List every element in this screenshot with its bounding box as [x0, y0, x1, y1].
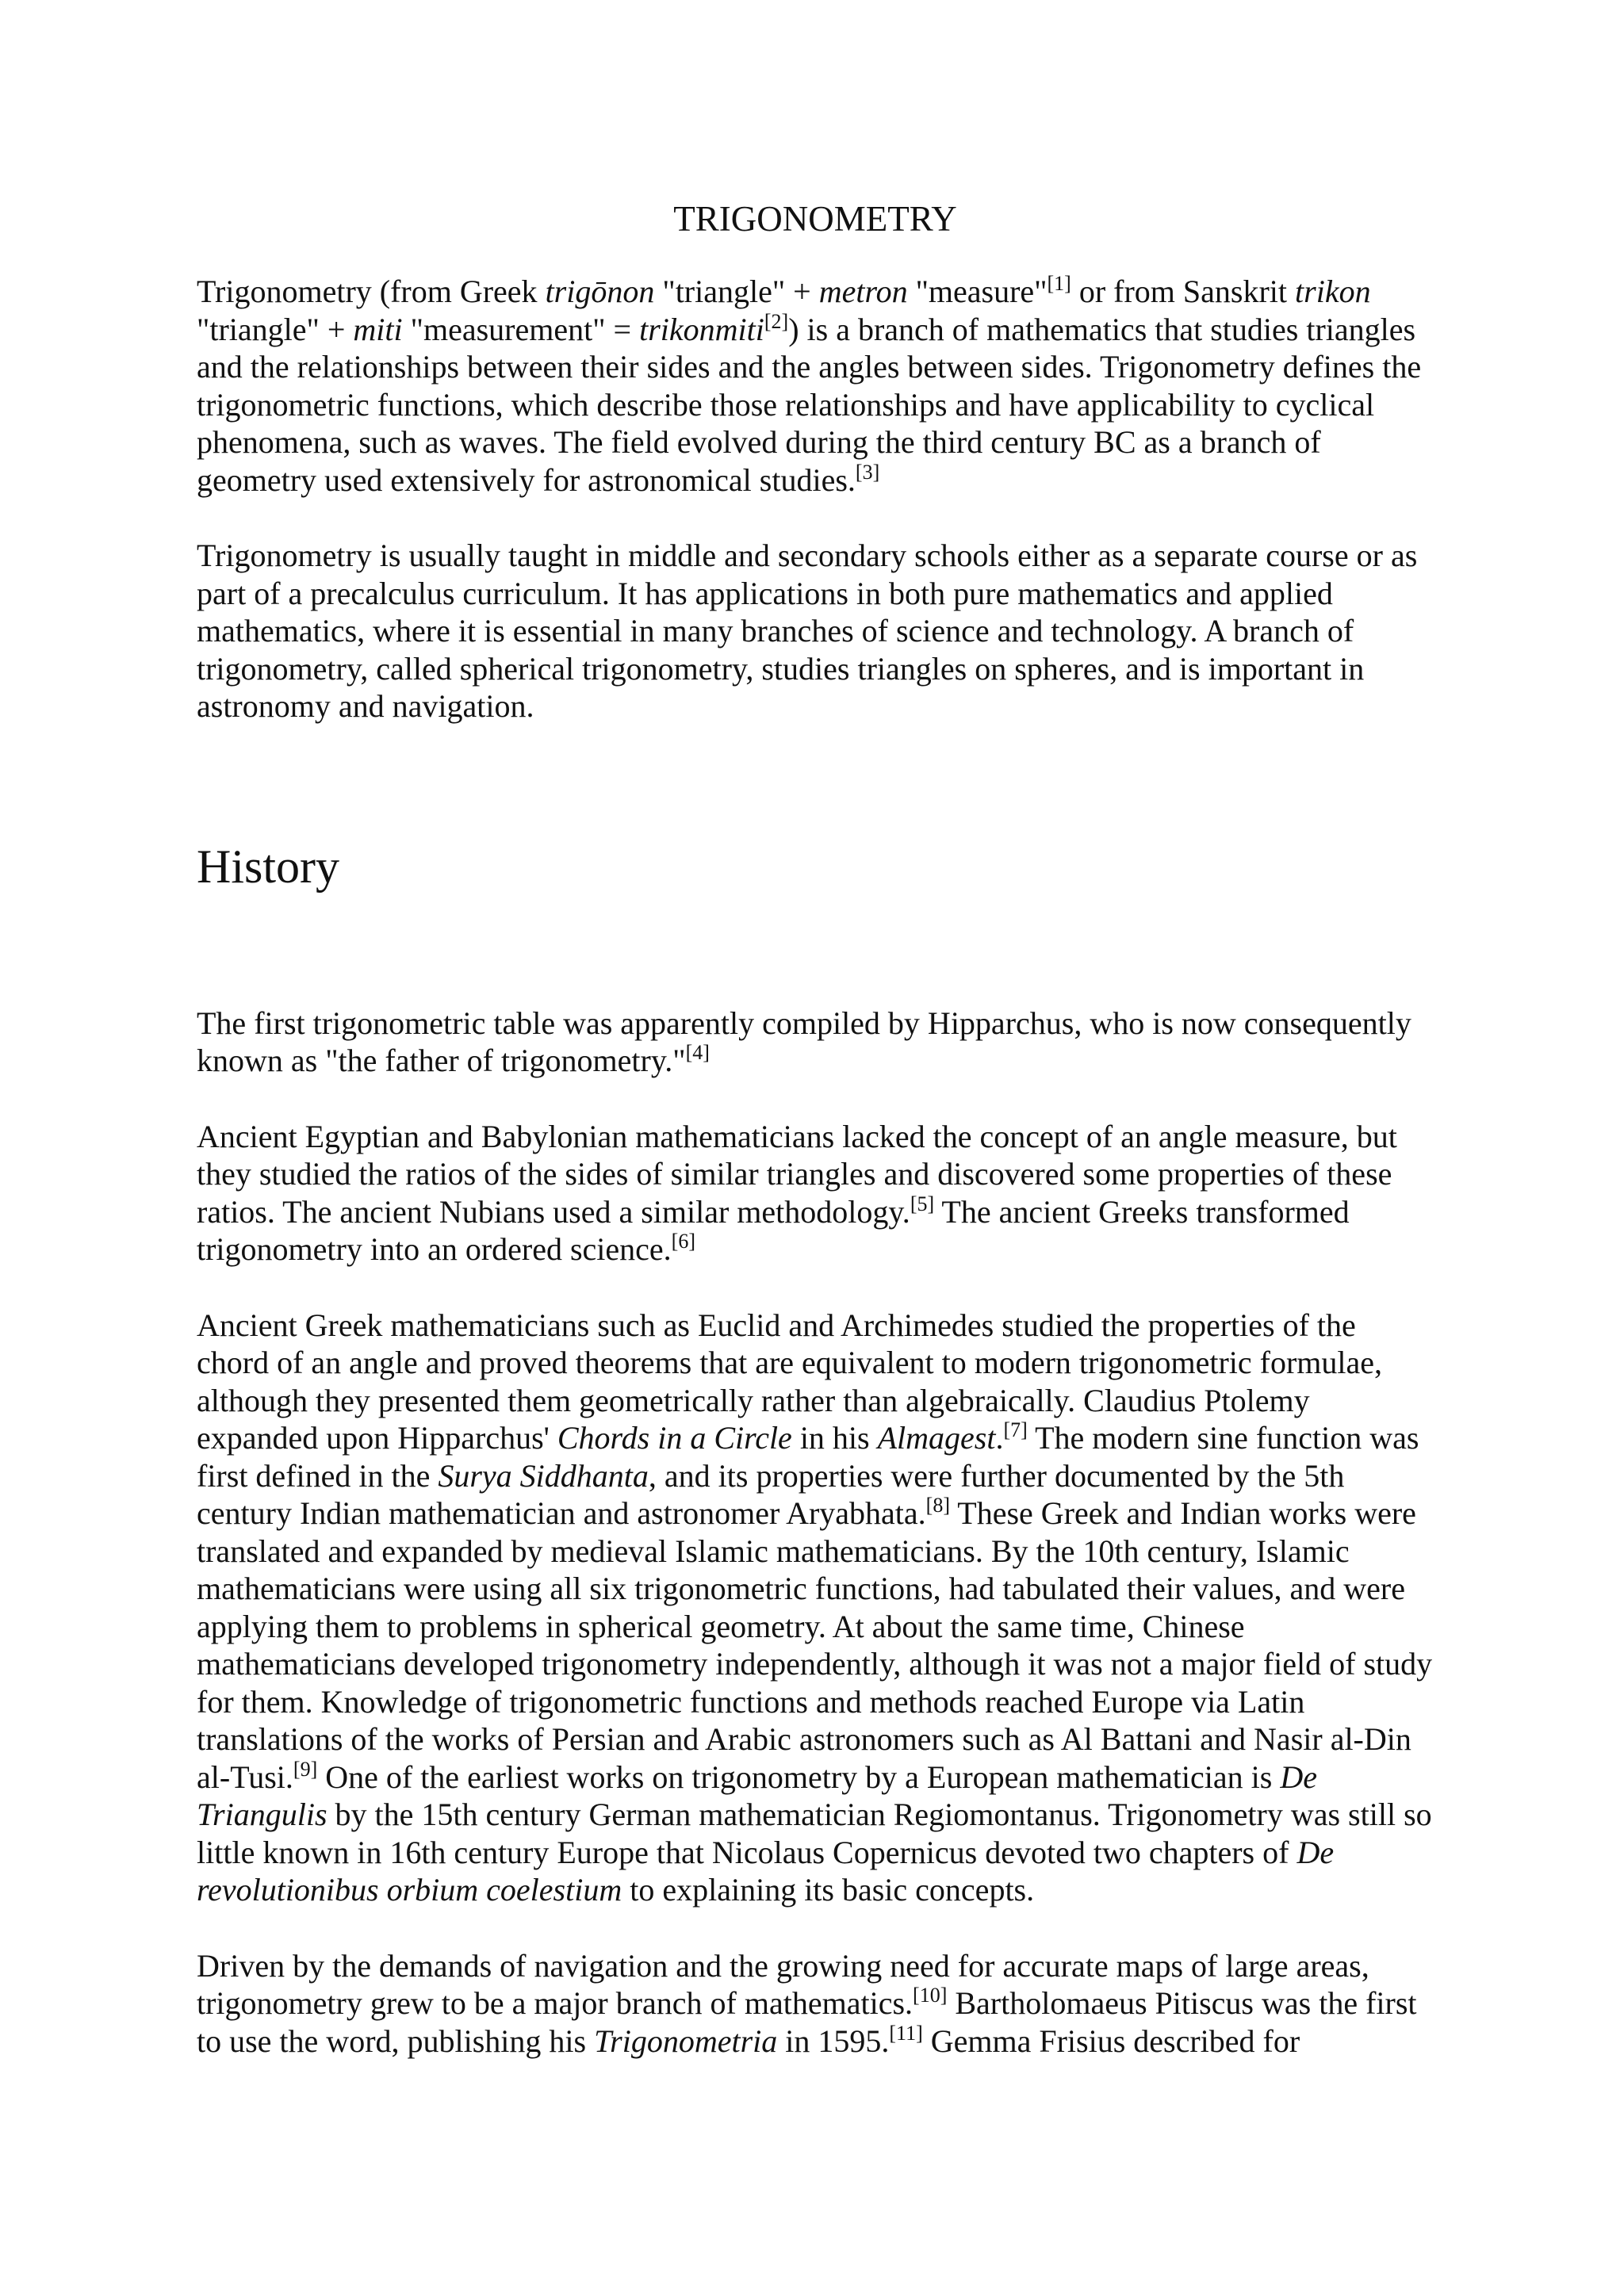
citation-ref[interactable]: [2]: [764, 309, 789, 333]
text-run: The first trigonometric table was apparently compiled by Hipparchus, who is now consequently known as "the father of trigonometry.": [197, 1004, 1411, 1078]
italic-term: Surya Siddhanta: [438, 1457, 649, 1494]
history-paragraph-3: [197, 1307, 1434, 1909]
italic-term: miti: [353, 311, 403, 347]
text-run: Driven by the demands of navigation and the growing need for accurate maps of large areas, trigonometry grew to be a major branch of mathematics.: [197, 1947, 1369, 2021]
text-run: in 1595.: [777, 2022, 890, 2059]
italic-term: metron: [818, 274, 908, 309]
text-run: These Greek and Indian works were translated and expanded by medieval Islamic mathematicians. By the 10th century, Islamic mathematicians were using all six trigonometric functions, had tabulated their values, and were applying them to problems in spherical geometry. At about the same time, Chinese mathematicians developed trigonometry independently, although it was not a major field of study for them. Knowledge of trigonometric functions and methods reached Europe via Latin translations of the works of Persian and Arabic astronomers such as Al Battani and Nasir al-Din al-Tusi.: [197, 1495, 1433, 1795]
text-run: One of the earliest works on trigonometry by a European mathematician is: [317, 1758, 1281, 1795]
citation-ref[interactable]: [9]: [293, 1757, 318, 1781]
text-run: by the 15th century German mathematician Regiomontanus. Trigonometry was still so little known in 16th century Europe that Nicolaus Copernicus devoted two chapters of: [197, 1797, 1432, 1870]
intro-paragraph-2: Trigonometry is usually taught in middle and secondary schools either as a separate course or as part of a precalculus curriculum. It has applications in both pure mathematics and applied mathematics, where it is essential in many branches of science and technology. A branch of trigonometry, called spherical trigonometry, studies triangles on spheres, and is important in astronomy and navigation.: [197, 538, 1418, 724]
text-run: Ancient Egyptian and Babylonian mathematicians lacked the concept of an angle measure, but they studied the ratios of the sides of similar triangles and discovered some properties of these ratios. The ancient Nubians used a similar methodology.: [197, 1118, 1397, 1230]
citation-ref[interactable]: [7]: [1003, 1418, 1028, 1441]
section-heading-history: History: [197, 840, 339, 893]
text-run: The ancient Greeks transformed trigonometry into an ordered science.: [197, 1193, 1350, 1267]
italic-term: Chords in a Circle: [557, 1420, 792, 1456]
text-run: .: [995, 1420, 1004, 1456]
text-run: "measure": [907, 274, 1048, 309]
italic-term: Trigonometria: [594, 2022, 778, 2059]
citation-ref[interactable]: [3]: [855, 460, 880, 484]
citation-ref[interactable]: [4]: [685, 1041, 710, 1064]
text-run: to explaining its basic concepts.: [622, 1872, 1035, 1908]
text-run: The modern sine function was first defined in the: [197, 1420, 1419, 1494]
text-run: , and its properties were further documented by the 5th century Indian mathematician and astronomer Aryabhata.: [197, 1457, 1345, 1531]
italic-term: trikonmiti: [639, 311, 764, 347]
italic-term: De revolutionibus orbium coelestium: [197, 1834, 1335, 1908]
italic-term: trikon: [1295, 274, 1371, 309]
italic-term: trigōnon: [545, 274, 655, 309]
citation-ref[interactable]: [8]: [925, 1494, 950, 1517]
text-run: Bartholomaeus Pitiscus was the first to use the word, publishing his: [197, 1985, 1417, 2059]
text-run: "measurement" =: [402, 311, 640, 347]
text-run: Gemma Frisius described for: [922, 2022, 1300, 2059]
text-run: "triangle" +: [197, 311, 354, 347]
italic-term: De Triangulis: [197, 1758, 1317, 1832]
italic-term: Almagest: [877, 1420, 996, 1456]
document-title: TRIGONOMETRY: [673, 199, 957, 239]
citation-ref[interactable]: [6]: [671, 1230, 695, 1253]
history-paragraph-1: [197, 1004, 1434, 1080]
intro-paragraph-1: [197, 273, 1434, 499]
citation-ref[interactable]: [10]: [913, 1984, 948, 2007]
text-run: Ancient Greek mathematicians such as Euclid and Archimedes studied the properties of the chord of an angle and proved theorems that are equivalent to modern trigonometric formulae, although they presented them geometrically rather than algebraically. Claudius Ptolemy expanded upon Hipparchus': [197, 1307, 1383, 1456]
citation-ref[interactable]: [5]: [910, 1192, 935, 1215]
text-run: Trigonometry (from Greek: [197, 274, 546, 309]
document-content: [197, 197, 1434, 2060]
citation-ref[interactable]: [11]: [889, 2021, 923, 2045]
history-paragraph-4: [197, 1947, 1434, 2061]
citation-ref[interactable]: [1]: [1047, 272, 1071, 295]
text-run: or from Sanskrit: [1071, 274, 1296, 309]
history-paragraph-2: [197, 1118, 1434, 1269]
text-run: "triangle" +: [654, 274, 819, 309]
text-run: ) is a branch of mathematics that studies triangles and the relationships between their sides and the angles between sides. Trigonometry defines the trigonometric functions, which describe those relationships and have applicability to cyclical phenomena, such as waves. The field evolved during the third century BC as a branch of geometry used extensively for astronomical studies.: [197, 311, 1422, 498]
text-run: in his: [791, 1420, 878, 1456]
